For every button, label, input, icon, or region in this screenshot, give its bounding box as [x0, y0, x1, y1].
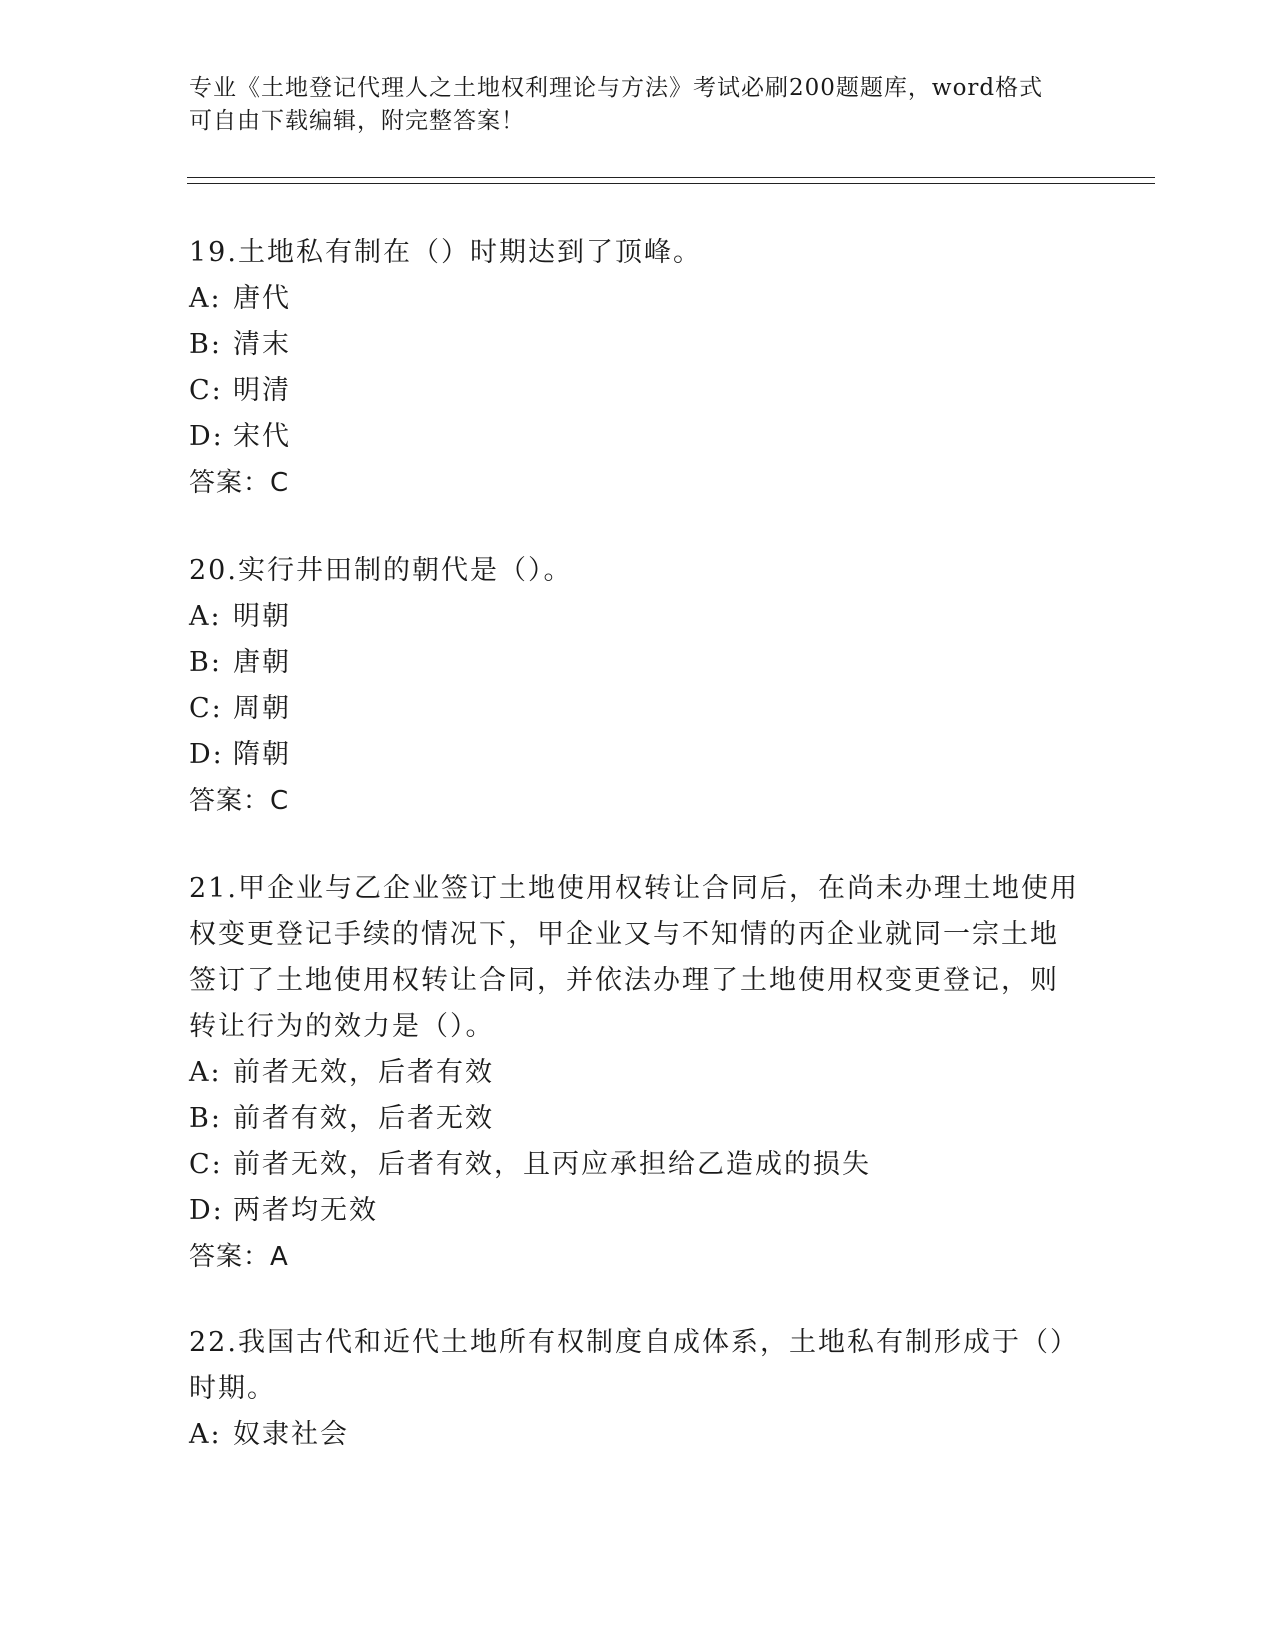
- option-b: B: 前者有效，后者无效: [189, 1103, 494, 1134]
- header-divider-bottom: [187, 183, 1155, 184]
- question-19: [189, 230, 1089, 506]
- answer: 答案：C: [189, 786, 290, 816]
- question-stem-line-1: 21.甲企业与乙企业签订土地使用权转让合同后，在尚未办理土地使用: [189, 873, 1079, 904]
- option-a: A: 奴隶社会: [189, 1419, 349, 1450]
- question-stem: 19.土地私有制在（）时期达到了顶峰。: [189, 237, 702, 268]
- document-header: [189, 72, 1069, 138]
- option-d: D: 宋代: [189, 421, 291, 452]
- option-a: A: 明朝: [189, 601, 291, 632]
- option-d: D: 隋朝: [189, 739, 291, 770]
- question-21: [189, 866, 1089, 1280]
- question-22: [189, 1320, 1089, 1458]
- option-b: B: 清末: [189, 329, 291, 360]
- header-divider-top: [187, 177, 1155, 178]
- option-c: C: 明清: [189, 375, 291, 406]
- header-line-2: 可自由下载编辑，附完整答案！: [189, 108, 525, 134]
- question-stem: 20.实行井田制的朝代是（）。: [189, 555, 573, 586]
- header-line-1: 专业《土地登记代理人之土地权利理论与方法》考试必刷200题题库，word格式: [189, 75, 1044, 101]
- question-stem-line-2: 权变更登记手续的情况下，甲企业又与不知情的丙企业就同一宗土地: [189, 919, 1059, 950]
- question-stem-line-4: 转让行为的效力是（）。: [189, 1011, 495, 1042]
- option-d: D: 两者均无效: [189, 1195, 378, 1226]
- option-a: A: 唐代: [189, 283, 291, 314]
- option-b: B: 唐朝: [189, 647, 291, 678]
- option-a: A: 前者无效，后者有效: [189, 1057, 494, 1088]
- question-stem-line-1: 22.我国古代和近代土地所有权制度自成体系，土地私有制形成于（）: [189, 1327, 1079, 1358]
- answer: 答案：A: [189, 1242, 289, 1272]
- option-c: C: 周朝: [189, 693, 291, 724]
- option-c: C: 前者无效，后者有效，且丙应承担给乙造成的损失: [189, 1149, 871, 1180]
- question-20: [189, 548, 1089, 824]
- question-stem-line-2: 时期。: [189, 1373, 276, 1404]
- answer: 答案：C: [189, 468, 290, 498]
- question-stem-line-3: 签订了土地使用权转让合同，并依法办理了土地使用权变更登记，则: [189, 965, 1059, 996]
